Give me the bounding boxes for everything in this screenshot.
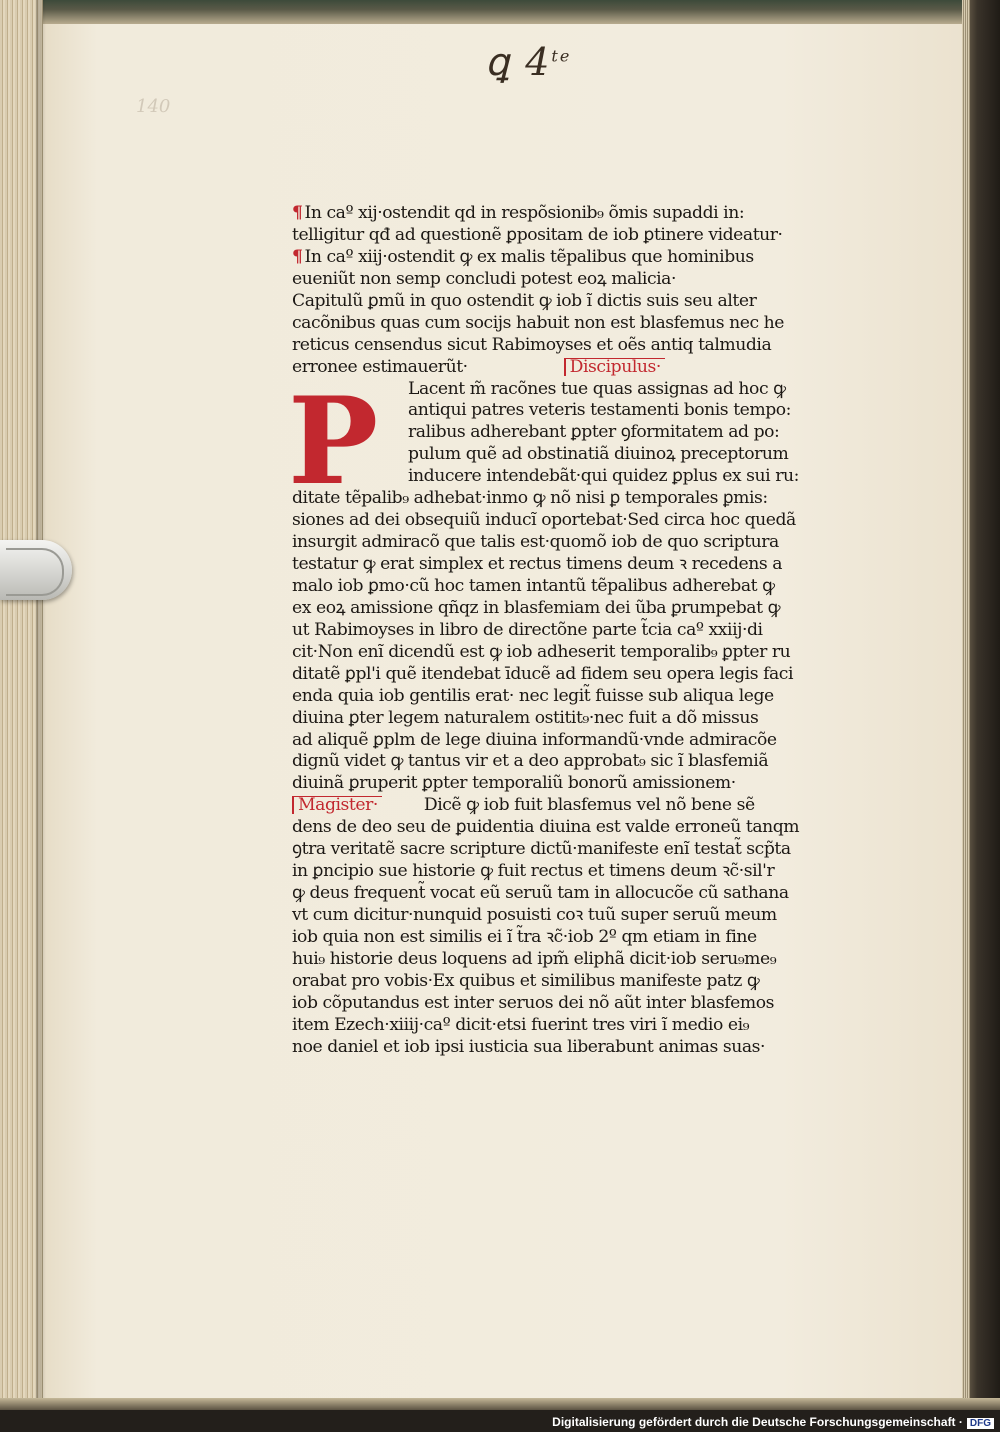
funding-caption [552, 1414, 994, 1430]
clip-wire [6, 548, 64, 596]
book-clip [0, 540, 72, 600]
page-stack-right [962, 0, 970, 1410]
text-line: pulum quẽ ad obstinatiã diuinoꝝ preceptorum [408, 444, 789, 465]
text-line: siones ad dei obsequiũ inducĩ oportebat·Sed circa hoc quedã [292, 510, 796, 531]
rubric-discipulus: Discipulus· [564, 358, 665, 376]
text-line: Magister· Dicẽ ꝙ iob fuit blasfemus vel nõ bene sẽ [292, 795, 824, 817]
text-line: diuina ꝑter legem naturalem ostitit₉·nec fuit a dõ missus [292, 707, 759, 728]
text-line: ditatẽ ꝑpl'i quẽ itendebat īducẽ ad fidem seu opera legis faci [292, 663, 794, 684]
text-line: malo iob ꝑmo·cũ hoc tamen intantũ tẽpalibus adherebat ꝙ [292, 575, 775, 596]
text-line: testatur ꝙ erat simplex et rectus timens deum ꝛ recedens a [292, 554, 783, 574]
text-line: insurgit admiracõ que talis est·quomõ iob de quo scriptura [292, 532, 779, 553]
initial-capital: P [288, 371, 379, 512]
text-line: ¶ In caº xij·ostendit qd in respõsionib₉ õmis supaddi in: [292, 203, 745, 223]
dfg-logo: DFG [967, 1418, 994, 1429]
text-line: iob cõputandus est inter seruos dei nõ aũt inter blasfemos [292, 992, 775, 1013]
text-line: ditate tẽpalib₉ adhebat·inmo ꝙ nõ nisi ꝑ temporales ꝑmis: [292, 488, 768, 509]
text-line: iob quia non est similis ei ĩ t̃ra ꝛc̃·iob 2º qm etiam in fine [292, 926, 757, 947]
gutter-shadow [36, 0, 46, 1410]
text-line: erronee estimauerũt· Discipulus· [292, 357, 824, 379]
text-line: inducere intendebãt·qui quidez ꝑplus ex sui ru: [408, 466, 799, 487]
paragraph-mark: ¶ [292, 246, 303, 267]
book-bottom-edge [0, 1398, 1000, 1410]
text-line: antiqui patres veteris testamenti bonis tempo: [408, 400, 792, 421]
funding-text: Digitalisierung gefördert durch die Deutsche Forschungsgemeinschaft · [552, 1415, 963, 1429]
book-top-edge [0, 0, 1000, 24]
text-line: noe daniel et iob ipsi iusticia sua liberabunt animas suas· [292, 1036, 766, 1057]
folio-superscript: te [551, 46, 572, 66]
text-line: Lacent m̃ racõnes tue quas assignas ad hoc ꝙ [408, 378, 786, 399]
text-line: eueniũt non semp concludi potest eoꝝ malicia· [292, 268, 676, 289]
ghost-folio-mark: 140 [136, 96, 171, 117]
folio-mark [485, 40, 571, 90]
text-line: item Ezech·xiiij·caº dicit·etsi fuerint tres viri ĩ medio ei₉ [292, 1014, 750, 1035]
text-line: dens de deo seu de ꝑuidentia diuina est valde erroneũ tanqm [292, 817, 800, 838]
rubric-magister: Magister· [292, 796, 382, 814]
text-line: enda quia iob gentilis erat· nec legit̃ fuisse sub aliqua lege [292, 685, 774, 706]
text-line: ex eoꝝ amissione qñqz in blasfemiam dei ũba ꝑrumpebat ꝙ [292, 597, 781, 618]
text-line: cacõnibus quas cum socijs habuit non est blasfemus nec he [292, 312, 784, 333]
text-line: reticus censendus sicut Rabimoyses et oẽs antiq talmudia [292, 334, 772, 355]
text-line: Capitulũ ꝑmũ in quo ostendit ꝙ iob ĩ dictis suis seu alter [292, 290, 757, 311]
text-line: dignũ videt ꝙ tantus vir et a deo approbat₉ sic ĩ blasfemiã [292, 751, 769, 772]
text-line: in ꝑncipio sue historie ꝙ fuit rectus et timens deum ꝛc̃·sil'r [292, 861, 775, 882]
text-line: ꝯtra veritatẽ sacre scripture dictũ·manifeste enĩ testat̃ scp̃ta [292, 839, 791, 860]
text-column [292, 203, 824, 1059]
text-line: ut Rabimoyses in libro de directõne parte t̃cia caº xxiij·di [292, 619, 763, 640]
text-line: orabat pro vobis·Ex quibus et similibus manifeste patz ꝙ [292, 970, 760, 991]
text-line: ralibus adherebant ꝑpter ꝯformitatem ad po: [408, 422, 780, 443]
text-line: ¶ In caº xiij·ostendit ꝙ ex malis tẽpalibus que hominibus [292, 246, 754, 267]
text-line: telligitur qđ ad questionẽ ꝑpositam de iob ꝑtinere videatur· [292, 224, 783, 245]
folio-number: ꝗ 4 [485, 40, 552, 84]
text-line: ꝙ deus frequent̃ vocat eũ seruũ tam in allocucõe cũ sathana [292, 883, 789, 904]
text-line: ad aliquẽ ꝑplm de lege diuina informandũ·vnde admiracõe [292, 729, 777, 750]
text-line: cit·Non enĩ dicendũ est ꝙ iob adheserit temporalib₉ ꝑpter ru [292, 641, 791, 662]
text-line: diuinã ꝑruperit ꝑpter temporaliũ bonorũ amissionem· [292, 773, 736, 794]
text-line: vt cum dicitur·nunquid posuisti coꝛ tuũ super seruũ meum [292, 905, 777, 925]
paragraph-mark: ¶ [292, 203, 303, 223]
text-line: hui₉ historie deus loquens ad ipm̃ eliphã dicit·iob seru₉me₉ [292, 948, 777, 969]
